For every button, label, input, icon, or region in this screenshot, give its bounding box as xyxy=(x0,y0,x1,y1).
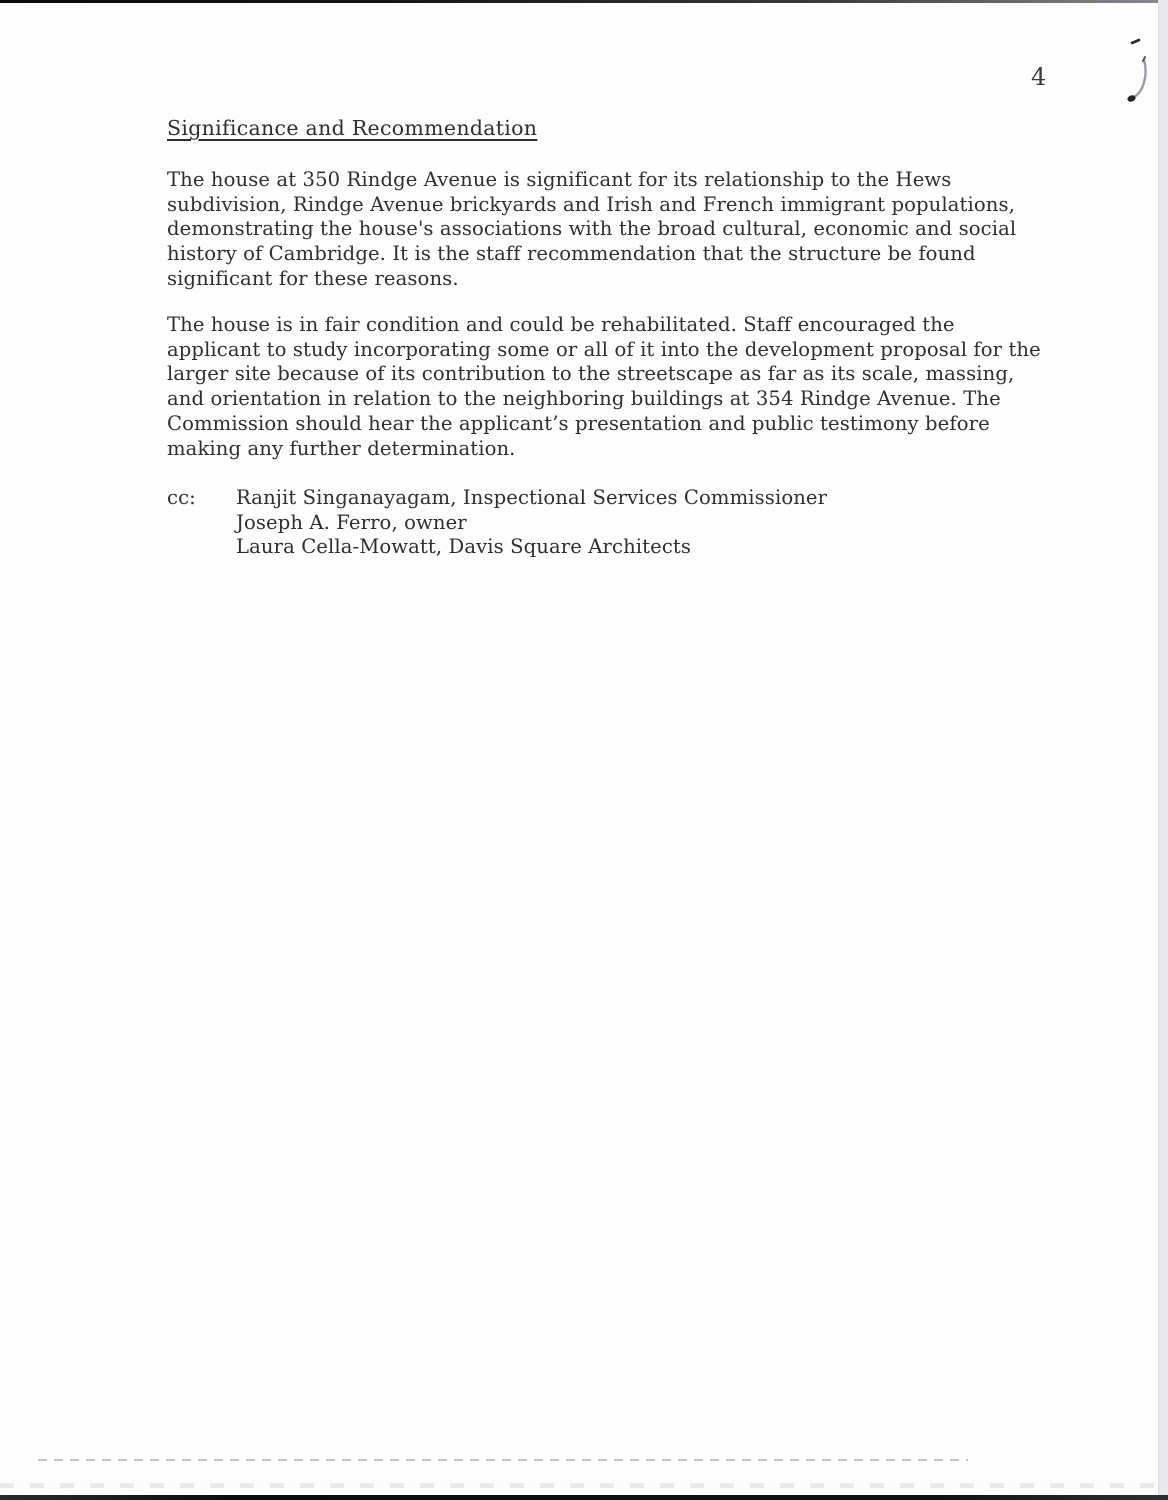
paragraph-line: history of Cambridge. It is the staff recommendation that the structure be found xyxy=(167,242,976,266)
paragraph-line: larger site because of its contribution to the streetscape as far as its scale, massing, xyxy=(167,362,1015,386)
scan-edge-bottom-line xyxy=(0,1495,1168,1500)
paragraph-line: significant for these reasons. xyxy=(167,266,459,290)
cc-recipient: Laura Cella-Mowatt, Davis Square Architects xyxy=(236,535,692,559)
cc-block xyxy=(167,486,1077,560)
cc-recipient: Ranjit Singanayagam, Inspectional Services Commissioner xyxy=(236,486,828,509)
scan-edge-top-line xyxy=(0,0,1168,3)
paragraph-line: demonstrating the house's associations with the broad cultural, economic and social xyxy=(167,217,1017,241)
paragraph-line: The house at 350 Rindge Avenue is significant for its relationship to the Hews xyxy=(167,168,952,191)
page-number: 4 xyxy=(1031,63,1047,91)
section-heading: Significance and Recommendation xyxy=(167,116,538,140)
scan-artifact-speckle-band xyxy=(0,1483,1168,1488)
scan-artifact-faint-line xyxy=(38,1459,968,1461)
cc-recipient: Joseph A. Ferro, owner xyxy=(236,510,467,534)
paragraph-line: subdivision, Rindge Avenue brickyards and Irish and French immigrant populations, xyxy=(167,192,1015,216)
paragraph-line: applicant to study incorporating some or all of it into the development proposal for the xyxy=(167,337,1041,361)
handwritten-pen-mark-icon xyxy=(1122,36,1152,112)
paragraph-line: and orientation in relation to the neighboring buildings at 354 Rindge Avenue. The xyxy=(167,387,1001,411)
paragraph-line: The house is in fair condition and could be rehabilitated. Staff encouraged the xyxy=(167,313,955,336)
paragraph-line: making any further determination. xyxy=(167,436,516,460)
cc-label: cc: xyxy=(167,486,196,509)
paragraph-condition xyxy=(167,313,1077,461)
cc-recipients xyxy=(236,486,1077,560)
scan-edge-right-band xyxy=(1158,0,1168,1500)
paragraph-significance xyxy=(167,168,1077,292)
paragraph-line: Commission should hear the applicant’s presentation and public testimony before xyxy=(167,411,990,435)
